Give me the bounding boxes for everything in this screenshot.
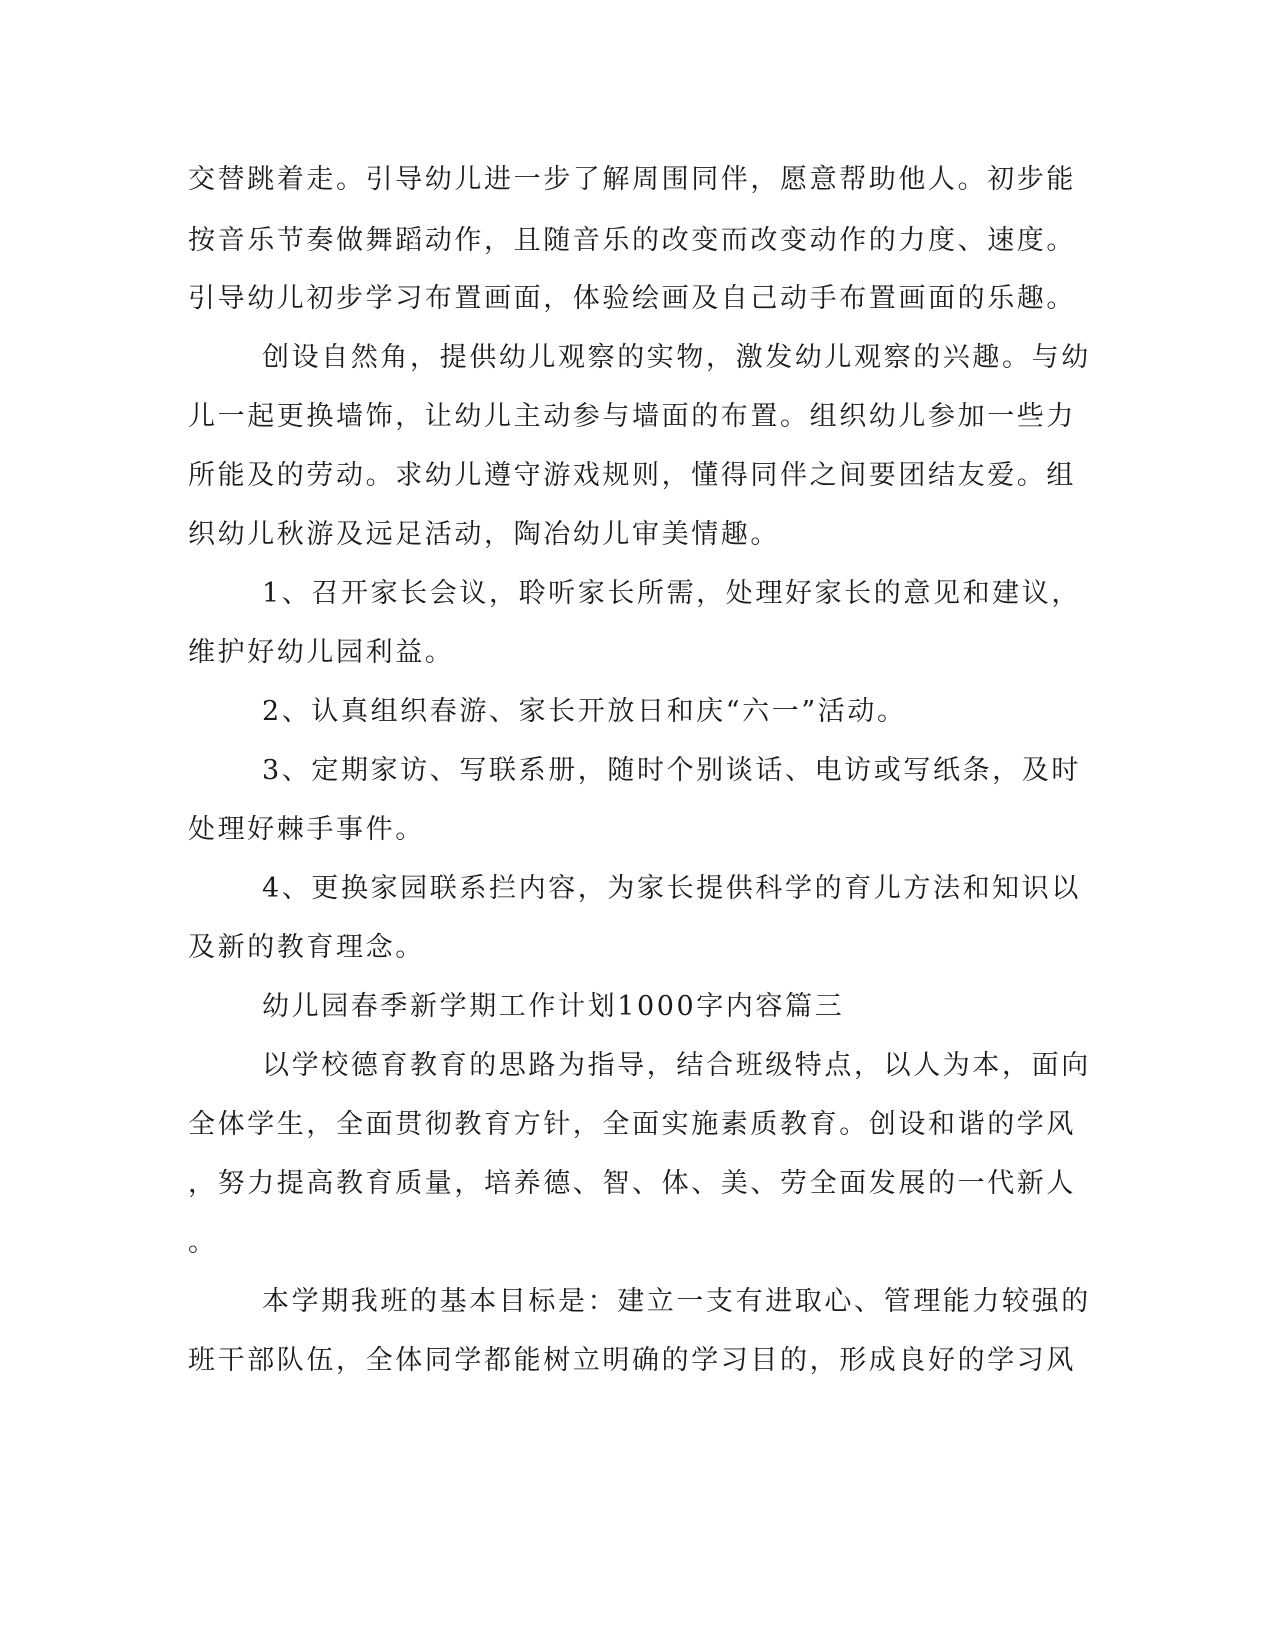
text-line: 按音乐节奏做舞蹈动作，且随音乐的改变而改变动作的力度、速度。	[188, 225, 1076, 256]
list-item-1: 1、召开家长会议，聆听家长所需，处理好家长的意见和建议，	[262, 578, 1081, 609]
text-line: 引导幼儿初步学习布置画面，体验绘画及自己动手布置画面的乐趣。	[188, 283, 1076, 314]
text-line: 交替跳着走。引导幼儿进一步了解周围同伴，愿意帮助他人。初步能	[188, 164, 1076, 195]
paragraph-first-line: 本学期我班的基本目标是：建立一支有进取心、管理能力较强的	[262, 1286, 1091, 1317]
paragraph-first-line: 以学校德育教育的思路为指导，结合班级特点，以人为本，面向	[262, 1050, 1091, 1081]
section-heading: 幼儿园春季新学期工作计划1000字内容篇三	[262, 991, 845, 1022]
list-item-3: 3、定期家访、写联系册，随时个别谈话、电访或写纸条，及时	[262, 755, 1081, 786]
text-line: 织幼儿秋游及远足活动，陶冶幼儿审美情趣。	[188, 519, 780, 550]
list-item-4: 4、更换家园联系拦内容，为家长提供科学的育儿方法和知识以	[262, 873, 1081, 904]
paragraph-first-line: 创设自然角，提供幼儿观察的实物，激发幼儿观察的兴趣。与幼	[262, 342, 1091, 373]
text-line: 所能及的劳动。求幼儿遵守游戏规则，懂得同伴之间要团结友爱。组	[188, 460, 1076, 491]
text-line: 维护好幼儿园利益。	[188, 637, 455, 668]
text-line: 全体学生，全面贯彻教育方针，全面实施素质教育。创设和谐的学风	[188, 1109, 1076, 1140]
text-line: ，努力提高教育质量，培养德、智、体、美、劳全面发展的一代新人	[188, 1168, 1076, 1199]
text-line: 。	[188, 1227, 218, 1258]
text-line: 班干部队伍，全体同学都能树立明确的学习目的，形成良好的学习风	[188, 1345, 1076, 1376]
list-item-2: 2、认真组织春游、家长开放日和庆“六一”活动。	[262, 696, 907, 727]
text-line: 儿一起更换墙饰，让幼儿主动参与墙面的布置。组织幼儿参加一些力	[188, 401, 1076, 432]
text-line: 处理好棘手事件。	[188, 814, 425, 845]
text-line: 及新的教育理念。	[188, 932, 425, 963]
